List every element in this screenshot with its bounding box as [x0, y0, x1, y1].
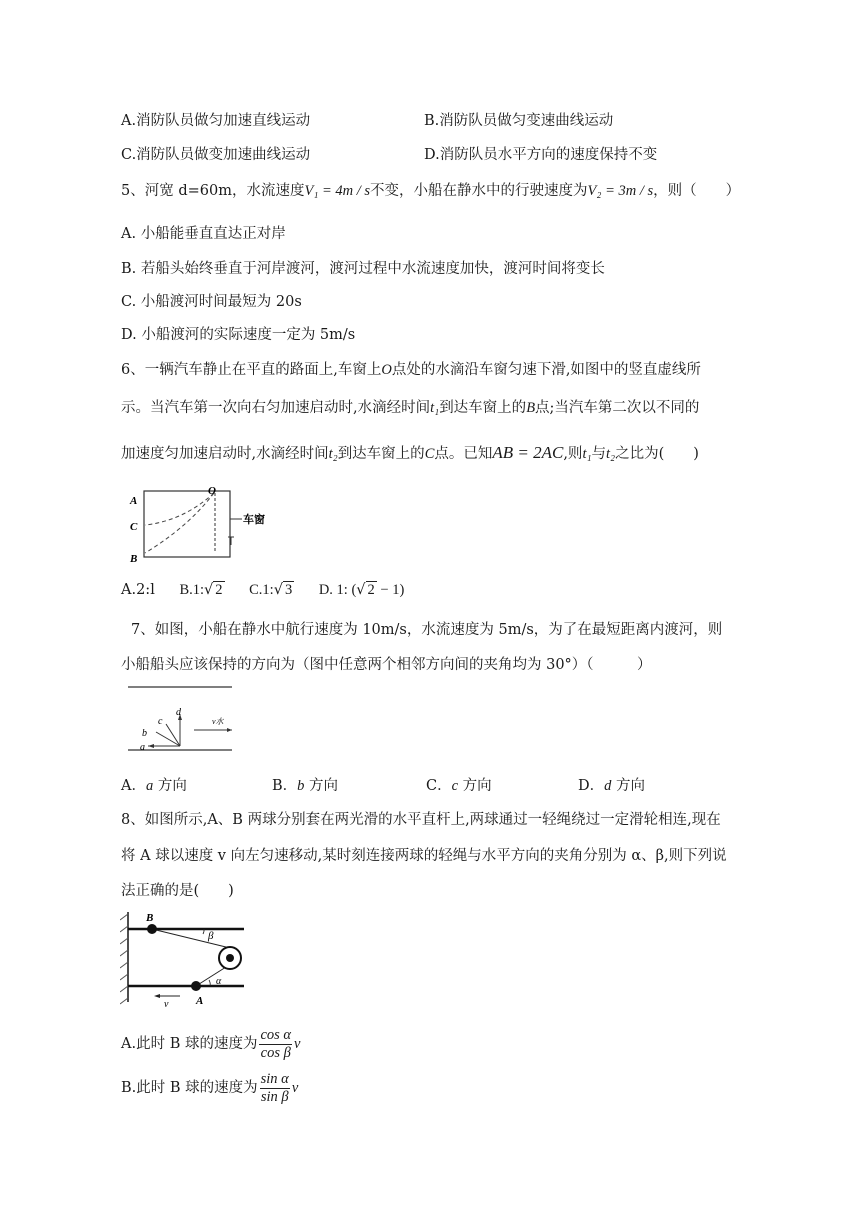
- q5-option-a: A. 小船能垂直直达正对岸: [121, 226, 286, 242]
- q7-option-b: B．b 方向: [272, 778, 339, 794]
- q4-option-d: D.消防队员水平方向的速度保持不变: [424, 147, 658, 163]
- q7-river-figure: [128, 684, 238, 756]
- q8-option-b-fraction: $\frac{\text{sin α}}{\text{sin β}}$: [260, 1070, 289, 1105]
- q7-option-d: D．d 方向: [578, 778, 645, 794]
- q7-fig-label-c: c: [158, 716, 163, 727]
- q5-v2: V₂ = 3m / s: [587, 183, 654, 199]
- q6-fig-label-b: B: [130, 553, 138, 565]
- q7-option-a: A．a 方向: [121, 778, 187, 794]
- q4-option-a: A.消防队员做匀加速直线运动: [121, 113, 311, 129]
- q6-option-c: C.1:√ 3: [249, 582, 293, 598]
- q5-stem: 5、河宽 d=60m，水流速度V₁ = 4m / s不变，小船在静水中的行驶速度为V₂ = 3m / s，则（ ）: [121, 183, 741, 199]
- q8-fig-label-a: A: [196, 995, 204, 1007]
- q6-fig-label-c: C: [130, 521, 138, 533]
- q7-option-c: C．c 方向: [426, 778, 492, 794]
- q8-option-b: B.此时 B 球的速度为 $\frac{\text{sin α}}{\text{sin β}}$ v: [121, 1070, 299, 1105]
- q6-fig-label-o: O: [208, 485, 216, 497]
- q4-option-b: B.消防队员做匀变速曲线运动: [424, 113, 614, 129]
- q5-v1: V₁ = 4m / s: [304, 183, 371, 199]
- q6-line-3: 加速度匀加速启动时,水滴经时间t₂到达车窗上的C点。已知AB = 2AC,则t₁与t₂之比为( ): [121, 443, 699, 462]
- q8-fig-label-v: v: [164, 999, 169, 1008]
- q5-option-d: D. 小船渡河的实际速度一定为 5m/s: [121, 327, 356, 343]
- q6-fig-label-a: A: [130, 495, 138, 507]
- q8-option-a-fraction: $\frac{\text{cos α}}{\text{cos β}}$: [260, 1026, 292, 1061]
- q8-fig-label-b: B: [146, 912, 154, 924]
- q8-line-2: 将 A 球以速度 v 向左匀速移动,某时刻连接两球的轻绳与水平方向的夹角分别为 α、β,则下列说: [121, 848, 727, 864]
- q5-option-b: B. 若船头始终垂直于河岸渡河，渡河过程中水流速度加快，渡河时间将变长: [121, 261, 605, 277]
- q7-fig-label-d: d: [176, 707, 181, 718]
- q8-fig-label-beta: β: [208, 930, 214, 942]
- q7-line-2: 小船船头应该保持的方向为（图中任意两个相邻方向间的夹角均为 30°）（ ）: [121, 657, 652, 673]
- q6-options: [121, 580, 404, 600]
- q8-pulley-figure: [120, 908, 250, 1008]
- q4-option-c: C.消防队员做变加速曲线运动: [121, 147, 311, 163]
- q6-fig-label-window: 车窗: [243, 514, 265, 526]
- q8-option-a: A.此时 B 球的速度为 $\frac{\text{cos α}}{\text{cos β}}$ v: [121, 1026, 301, 1061]
- q6-line-2: 示。当汽车第一次向右匀加速启动时,水滴经时间t₁到达车窗上的B点;当汽车第二次以不同的: [121, 400, 700, 416]
- q6-option-a: A.2:l: [121, 582, 155, 598]
- q5-option-c: C. 小船渡河时间最短为 20s: [121, 294, 302, 310]
- q8-line-3: 法正确的是( ): [121, 883, 234, 899]
- q7-fig-label-a: a: [140, 742, 145, 753]
- q6-car-window-figure: [128, 483, 278, 567]
- q8-line-1: 8、如图所示,A、B 两球分别套在两光滑的水平直杆上,两球通过一轻绳绕过一定滑轮相连,现在: [121, 812, 721, 828]
- q7-fig-label-b: b: [142, 728, 147, 739]
- q6-line-1: 6、一辆汽车静止在平直的路面上,车窗上O点处的水滴沿车窗匀速下滑,如图中的竖直虚线所: [121, 362, 701, 378]
- q6-option-b: B.1:√ 2: [179, 582, 223, 598]
- q8-fig-label-alpha: α: [216, 976, 222, 987]
- q7-fig-label-vwater: v水: [212, 717, 224, 726]
- q7-line-1: 7、如图，小船在静水中航行速度为 10m/s，水流速度为 5m/s，为了在最短距离内渡河，则: [131, 622, 723, 638]
- q6-option-d: D. 1: (√ 2 − 1): [318, 582, 405, 598]
